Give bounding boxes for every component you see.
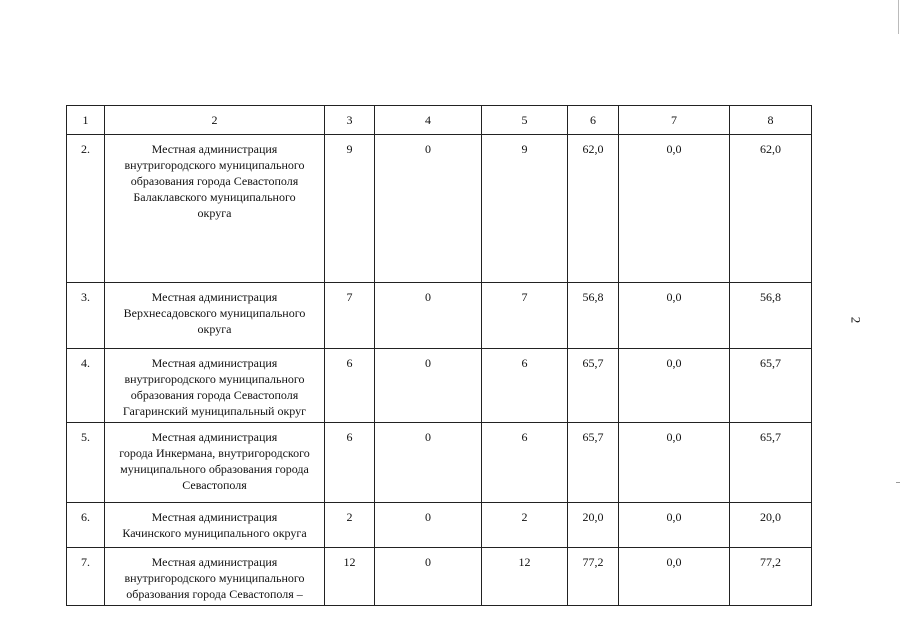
cell-col6: 65,7: [568, 349, 619, 423]
cell-col3: 6: [325, 423, 375, 503]
column-header: 8: [730, 106, 812, 135]
cell-col5: 9: [482, 135, 568, 283]
cell-col7: 0,0: [619, 548, 730, 606]
table-row: [67, 349, 812, 423]
name-line: Местная администрация: [151, 555, 278, 569]
name-line: Местная администрация: [151, 356, 278, 370]
name-line: образования города Севастополя: [130, 174, 299, 188]
cell-col4: 0: [375, 135, 482, 283]
row-number: 2.: [67, 135, 105, 283]
organization-name: [105, 283, 325, 349]
cell-col8: 65,7: [730, 349, 812, 423]
cell-col8: 62,0: [730, 135, 812, 283]
name-line: Местная администрация: [151, 142, 278, 156]
cell-col5: 6: [482, 423, 568, 503]
name-line: Верхнесадовского муниципального: [123, 306, 306, 320]
table-row: [67, 423, 812, 503]
name-line: Местная администрация: [151, 430, 278, 444]
cell-col3: 2: [325, 503, 375, 548]
table-row: [67, 548, 812, 606]
cell-col5: 12: [482, 548, 568, 606]
cell-col7: 0,0: [619, 349, 730, 423]
data-table: [66, 105, 812, 606]
cell-col8: 65,7: [730, 423, 812, 503]
cell-col6: 20,0: [568, 503, 619, 548]
name-line: округа: [197, 322, 232, 336]
name-line: внутригородского муниципального: [124, 158, 305, 172]
organization-name: [105, 423, 325, 503]
cell-col3: 12: [325, 548, 375, 606]
cell-col6: 65,7: [568, 423, 619, 503]
row-number: 4.: [67, 349, 105, 423]
page-number: 2: [848, 316, 864, 324]
cell-col4: 0: [375, 548, 482, 606]
column-header: 2: [105, 106, 325, 135]
row-number: 7.: [67, 548, 105, 606]
row-number: 5.: [67, 423, 105, 503]
scan-edge-line: [898, 0, 899, 34]
column-header: 6: [568, 106, 619, 135]
cell-col5: 7: [482, 283, 568, 349]
cell-col3: 9: [325, 135, 375, 283]
cell-col7: 0,0: [619, 503, 730, 548]
cell-col5: 6: [482, 349, 568, 423]
name-line: муниципального образования города: [120, 462, 309, 476]
name-line: Севастополя: [182, 478, 247, 492]
row-number: 3.: [67, 283, 105, 349]
column-header: 3: [325, 106, 375, 135]
name-line: округа: [197, 206, 232, 220]
cell-col7: 0,0: [619, 135, 730, 283]
name-line: Гагаринский муниципальный округ: [122, 404, 307, 418]
cell-col4: 0: [375, 283, 482, 349]
scan-edge-mark: [896, 482, 900, 483]
header-row: [67, 106, 812, 135]
name-line: Местная администрация: [151, 510, 278, 524]
cell-col6: 77,2: [568, 548, 619, 606]
table-row: [67, 283, 812, 349]
column-header: 5: [482, 106, 568, 135]
cell-col5: 2: [482, 503, 568, 548]
name-line: города Инкермана, внутригородского: [119, 446, 310, 460]
name-line: образования города Севастополя –: [126, 587, 303, 601]
row-number: 6.: [67, 503, 105, 548]
name-line: образования города Севастополя: [130, 388, 299, 402]
cell-col8: 56,8: [730, 283, 812, 349]
column-header: 4: [375, 106, 482, 135]
cell-col6: 62,0: [568, 135, 619, 283]
cell-col6: 56,8: [568, 283, 619, 349]
cell-col4: 0: [375, 423, 482, 503]
table-row: [67, 135, 812, 283]
cell-col4: 0: [375, 503, 482, 548]
organization-name: [105, 349, 325, 423]
name-line: внутригородского муниципального: [124, 571, 305, 585]
name-line: Местная администрация: [151, 290, 278, 304]
cell-col3: 6: [325, 349, 375, 423]
cell-col7: 0,0: [619, 283, 730, 349]
cell-col4: 0: [375, 349, 482, 423]
organization-name: [105, 503, 325, 548]
column-header: 7: [619, 106, 730, 135]
organization-name: [105, 548, 325, 606]
name-line: Качинского муниципального округа: [122, 526, 307, 540]
table-row: [67, 503, 812, 548]
cell-col7: 0,0: [619, 423, 730, 503]
organization-name: [105, 135, 325, 283]
cell-col8: 20,0: [730, 503, 812, 548]
name-line: Балаклавского муниципального: [133, 190, 296, 204]
column-header: 1: [67, 106, 105, 135]
name-line: внутригородского муниципального: [124, 372, 305, 386]
cell-col3: 7: [325, 283, 375, 349]
cell-col8: 77,2: [730, 548, 812, 606]
